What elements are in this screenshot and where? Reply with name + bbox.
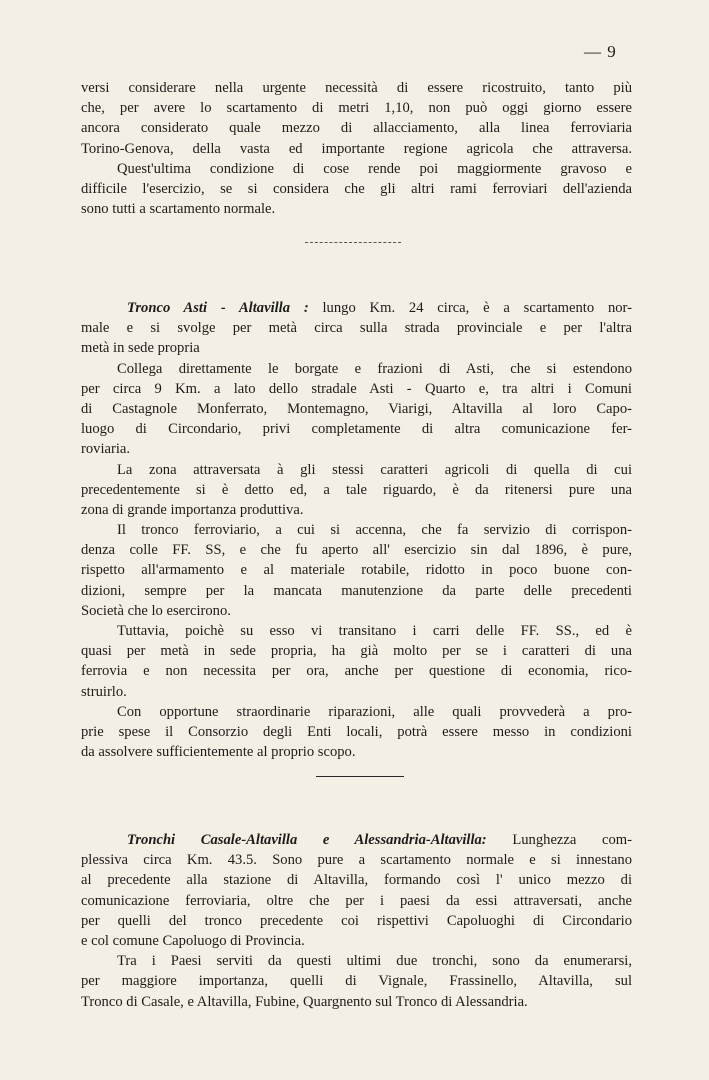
section-casale-alessandria-altavilla	[81, 830, 632, 1012]
section-divider	[316, 776, 404, 777]
section-asti-altavilla	[81, 298, 632, 762]
text-line: dizioni, sempre per la mancata manutenzione da parte delle precedenti	[81, 582, 632, 599]
text-line: Tuttavia, poichè su esso vi transitano i carri delle FF. SS., ed è	[117, 623, 632, 639]
section-heading-line	[81, 298, 632, 318]
text-line: per circa 9 Km. a lato dello stradale Asti - Quarto e, tra altri i Comuni	[81, 380, 632, 397]
text-line: Quest'ultima condizione di cose rende poi maggiormente gravoso e	[117, 160, 632, 177]
text-line: Il tronco ferroviario, a cui si accenna, che fa servizio di corrispon-	[117, 522, 632, 539]
text-line: male e si svolge per metà circa sulla strada provinciale e per l'altra	[81, 320, 632, 337]
text-line: sono tutti a scartamento normale.	[81, 201, 276, 218]
text-line: Con opportune straordinarie riparazioni, alle quali provvederà a pro-	[117, 703, 632, 720]
page-number: — 9	[584, 42, 617, 61]
text-line: struirlo.	[81, 683, 127, 700]
section-heading: Tronco Asti - Altavilla :	[127, 300, 309, 316]
text-line: Tra i Paesi serviti da questi ultimi due tronchi, sono da enumerarsi,	[117, 953, 632, 970]
text-line: quasi per metà in sede propria, ha già molto per se i caratteri di una	[81, 643, 632, 660]
text-line: da assolvere sufficientemente al proprio scopo.	[81, 744, 356, 761]
section-divider	[305, 242, 401, 243]
text-fragment: Lunghezza com-	[486, 832, 633, 848]
text-line: che, per avere lo scartamento di metri 1,10, non può oggi giorno essere	[81, 100, 632, 117]
text-line: e col comune Capoluogo di Provincia.	[81, 932, 305, 949]
text-fragment: lungo Km. 24 circa, è a scartamento nor-	[308, 300, 632, 316]
text-line: comunicazione ferroviaria, oltre che per i paesi da essi attraversati, anche	[81, 892, 632, 909]
text-line: precedentemente si è detto ed, a tale riguardo, è da ritenersi pure una	[81, 481, 632, 498]
text-line: ferrovia e non necessita per ora, anche per questione di economia, rico-	[81, 663, 632, 680]
text-line: denza colle FF. SS, e che fu aperto all' esercizio sin dal 1896, è pure,	[81, 542, 632, 559]
text-line: ancora considerato quale mezzo di allacciamento, alla linea ferroviaria	[81, 120, 632, 137]
section-heading-line	[81, 830, 632, 850]
paragraph-continuation	[81, 78, 632, 219]
text-line: zona di grande importanza produttiva.	[81, 501, 304, 518]
text-line: per quelli del tronco precedente coi rispettivi Capoluoghi di Circondario	[81, 912, 632, 929]
text-line: luogo di Circondario, privi completamente di altra comunicazione fer-	[81, 421, 632, 438]
text-line: plessiva circa Km. 43.5. Sono pure a scartamento normale e si innestano	[81, 852, 632, 869]
text-line: per maggiore importanza, quelli di Vignale, Frassinello, Altavilla, sul	[81, 973, 632, 990]
text-line: Società che lo esercirono.	[81, 602, 231, 619]
text-line: rispetto all'armamento e al materiale rotabile, ridotto in poco buone con-	[81, 562, 632, 579]
text-line: metà in sede propria	[81, 340, 200, 357]
text-line: al precedente alla stazione di Altavilla, formando così l' unico mezzo di	[81, 872, 632, 889]
section-heading: Tronchi Casale-Altavilla e Alessandria-Altavilla:	[127, 832, 487, 848]
text-line: prie spese il Consorzio degli Enti locali, potrà essere messo in condizioni	[81, 723, 632, 740]
text-line: La zona attraversata à gli stessi caratteri agricoli di quella di cui	[117, 461, 632, 478]
text-line: Collega direttamente le borgate e frazioni di Asti, che si estendono	[117, 360, 632, 377]
text-line: difficile l'esercizio, se si considera che gli altri rami ferroviari dell'azienda	[81, 180, 632, 197]
text-line: Torino-Genova, della vasta ed importante regione agricola che attraversa.	[81, 140, 632, 157]
text-line: Tronco di Casale, e Altavilla, Fubine, Quargnento sul Tronco di Alessandria.	[81, 993, 528, 1010]
text-line: versi considerare nella urgente necessità di essere ricostruito, tanto più	[81, 80, 632, 96]
text-line: di Castagnole Monferrato, Montemagno, Viarigi, Altavilla al loro Capo-	[81, 400, 632, 417]
text-line: roviaria.	[81, 441, 131, 458]
